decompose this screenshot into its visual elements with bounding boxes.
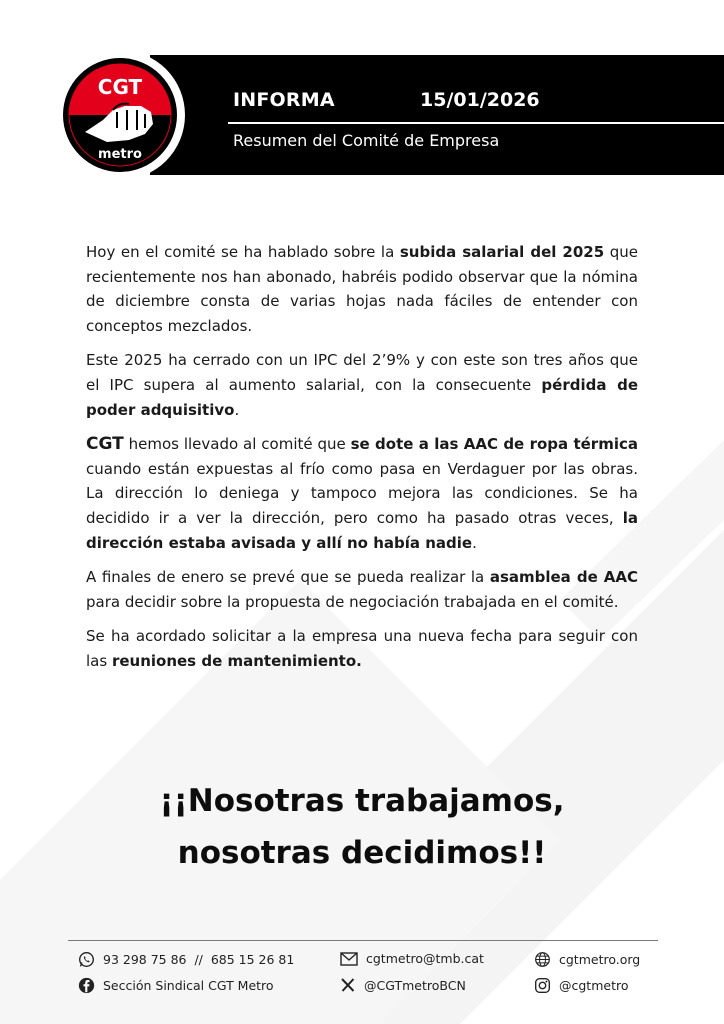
paragraph-bold-text: pérdida de poder adquisitivo — [86, 375, 638, 419]
header-date: 15/01/2026 — [420, 89, 540, 111]
footer-instagram[interactable] — [534, 977, 629, 994]
paragraph-2 — [86, 348, 638, 422]
paragraph-text: para decidir sobre la propuesta de negociación trabajada en el comité. — [86, 592, 619, 611]
cgt-metro-logo — [55, 50, 185, 180]
slogan — [0, 775, 724, 879]
paragraph-5 — [86, 624, 638, 673]
header-subtitle: Resumen del Comité de Empresa — [233, 131, 500, 150]
footer-email[interactable] — [340, 951, 484, 966]
paragraph-text: hemos llevado al comité que — [123, 435, 351, 454]
header-title: INFORMA — [233, 89, 335, 111]
paragraph-bold-text: se dote a las AAC de ropa térmica — [350, 435, 638, 454]
paragraph-1 — [86, 240, 638, 338]
paragraph-3 — [86, 432, 638, 555]
paragraph-text: . — [472, 533, 477, 552]
x-icon — [340, 977, 356, 993]
slogan-line-2: nosotras decidimos!! — [177, 835, 547, 871]
footer-divider — [68, 940, 658, 941]
facebook-icon — [78, 977, 95, 994]
facebook-name: Sección Sindical CGT Metro — [103, 978, 274, 993]
paragraph-text: A finales de enero se prevé que se pueda realizar la — [86, 568, 490, 587]
website-url: cgtmetro.org — [559, 952, 641, 967]
footer-twitter[interactable] — [340, 977, 466, 993]
instagram-icon — [534, 977, 551, 994]
paragraph-text: Se ha acordado solicitar a la empresa una nueva fecha para seguir con las — [86, 627, 638, 670]
globe-icon — [534, 951, 551, 968]
footer-website[interactable] — [534, 951, 640, 968]
twitter-handle: @CGTmetroBCN — [364, 977, 466, 993]
paragraph-text: cuando están expuestas al frío como pasa en Verdaguer por las obras. La dirección lo deniega y tampoco mejora las condiciones. Se ha decidido ir a ver la dirección, pero como ha pasado otras veces, — [86, 459, 638, 527]
paragraph-text: . — [234, 400, 240, 419]
body-text — [86, 240, 638, 684]
paragraph-bold-text: la dirección estaba avisada y allí no había nadie — [86, 508, 638, 552]
paragraph-text: Hoy en el comité se ha hablado sobre la — [86, 243, 400, 261]
header-divider — [228, 122, 724, 124]
header-bar — [150, 55, 724, 175]
footer-facebook[interactable] — [78, 977, 274, 994]
mail-icon — [340, 952, 358, 966]
phone-numbers: 93 298 75 86 // 685 15 26 81 — [103, 952, 295, 967]
email-address: cgtmetro@tmb.cat — [366, 951, 484, 966]
svg-text:metro: metro — [98, 147, 142, 162]
whatsapp-icon — [78, 951, 95, 968]
paragraph-bold-text: asamblea de AAC — [489, 568, 638, 587]
footer-phones[interactable] — [78, 951, 294, 968]
paragraph-text: Este 2025 ha cerrado con un IPC del 2’9% y con este son tres años que el IPC supera al aumento salarial, con la consecuente — [86, 351, 638, 394]
svg-text:CGT: CGT — [97, 75, 143, 99]
paragraph-bold-text: subida salarial del 2025 — [399, 243, 605, 261]
instagram-handle: @cgtmetro — [559, 978, 629, 993]
paragraph-bold-text: CGT — [86, 434, 124, 455]
paragraph-bold-text: reuniones de mantenimiento. — [111, 651, 362, 670]
paragraph-text: que recientemente nos han abonado, habréis podido observar que la nómina de diciembre consta de varias hojas nada fáciles de entender con conceptos mezclados. — [86, 243, 638, 335]
slogan-line-1: ¡¡Nosotras trabajamos, — [159, 783, 565, 819]
paragraph-4 — [86, 565, 638, 614]
